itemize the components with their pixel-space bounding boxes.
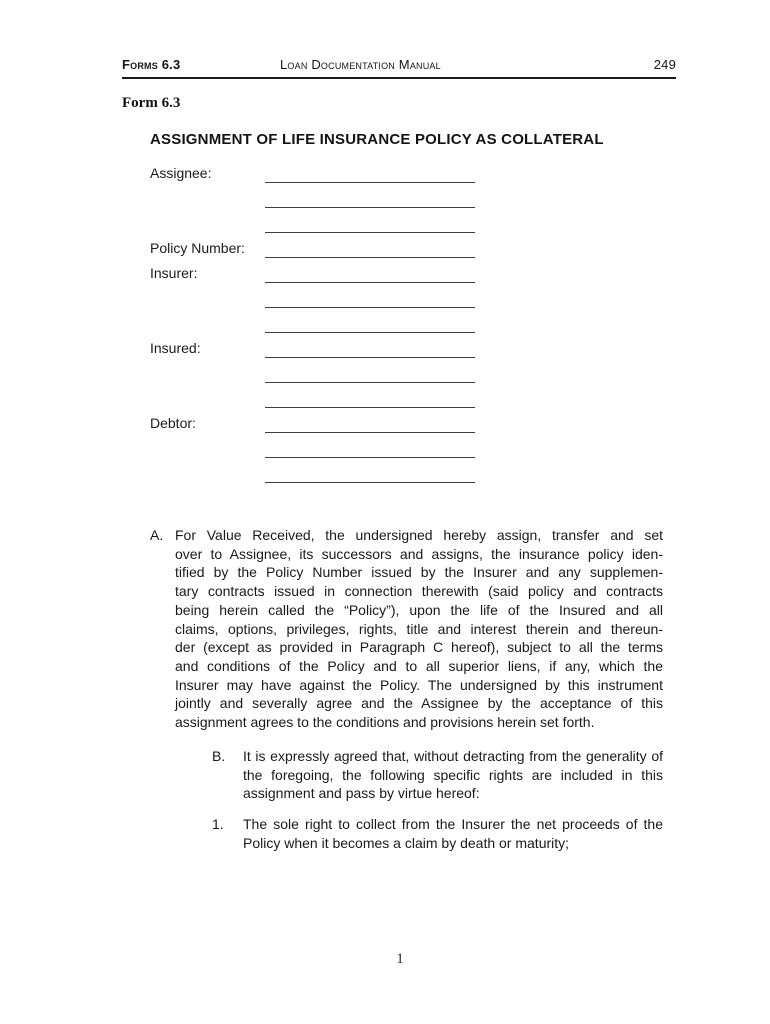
- header-page-number: 249: [653, 57, 676, 72]
- form-reference-heading: Form 6.3: [122, 95, 181, 111]
- field-row: [150, 333, 480, 358]
- field-row: [150, 208, 480, 233]
- fill-in-line: [265, 233, 475, 258]
- text-line: over to Assignee, its successors and assigns, the insurance policy iden-: [175, 545, 663, 562]
- text-line: claims, options, privileges, rights, title and interest therein and thereun-: [175, 620, 663, 637]
- fill-in-line: [265, 258, 475, 283]
- fill-in-line: [265, 158, 475, 183]
- form-fields-block: [150, 158, 480, 483]
- field-row: [150, 158, 480, 183]
- fill-in-line: [265, 208, 475, 233]
- text-line: It is expressly agreed that, without detracting from the generality of: [243, 748, 663, 764]
- field-label: Policy Number:: [150, 240, 245, 256]
- fill-in-line: [265, 408, 475, 433]
- text-line: Insurer may have against the Policy. The undersigned by this instrument: [175, 676, 663, 693]
- paragraph-marker: B.: [212, 748, 226, 764]
- paragraph-b: [212, 747, 663, 803]
- document-title: ASSIGNMENT OF LIFE INSURANCE POLICY AS COLLATERAL: [150, 131, 604, 148]
- text-line: tified by the Policy Number issued by the Insurer and any supplemen-: [175, 564, 663, 581]
- field-row: [150, 233, 480, 258]
- text-line: being herein called the “Policy”), upon the life of the Insured and all: [175, 601, 663, 618]
- fill-in-line: [265, 333, 475, 358]
- fill-in-line: [265, 283, 475, 308]
- field-row: [150, 283, 480, 308]
- field-label: Insured:: [150, 340, 201, 356]
- page-folio-number: 1: [396, 951, 404, 967]
- text-line: The sole right to collect from the Insurer the net proceeds of the: [243, 816, 663, 832]
- paragraph-a: [150, 526, 663, 732]
- field-row: [150, 408, 480, 433]
- fill-in-line: [265, 308, 475, 333]
- field-row: [150, 258, 480, 283]
- text-line: and conditions of the Policy and to all superior liens, if any, which the: [175, 657, 663, 674]
- paragraph-1: [212, 815, 663, 852]
- field-label: Assignee:: [150, 165, 212, 181]
- fill-in-line: [265, 458, 475, 483]
- header-forms-label: Forms 6.3: [122, 57, 181, 72]
- field-row: [150, 383, 480, 408]
- fill-in-line: [265, 183, 475, 208]
- paragraph-text: [243, 747, 663, 803]
- field-row: [150, 358, 480, 383]
- header-manual-title: Loan Documentation Manual: [280, 57, 441, 72]
- paragraph-text: [175, 526, 663, 732]
- paragraph-marker: A.: [150, 527, 164, 543]
- paragraph-text: [243, 815, 663, 852]
- field-row: [150, 458, 480, 483]
- running-header: [122, 55, 676, 79]
- text-line: tary contracts issued in connection therewith (said policy and contracts: [175, 583, 663, 600]
- paragraph-marker: 1.: [212, 816, 224, 832]
- field-row: [150, 183, 480, 208]
- text-line: For Value Received, the undersigned hereby assign, transfer and set: [175, 527, 663, 543]
- text-line: assignment agrees to the conditions and provisions herein set forth.: [175, 714, 595, 731]
- field-label: Debtor:: [150, 415, 196, 431]
- text-line: jointly and severally agree and the Assignee by the acceptance of this: [175, 695, 663, 712]
- field-row: [150, 433, 480, 458]
- fill-in-line: [265, 383, 475, 408]
- text-line: der (except as provided in Paragraph C hereof), subject to all the terms: [175, 639, 663, 656]
- fill-in-line: [265, 358, 475, 383]
- text-line: Policy when it becomes a claim by death or maturity;: [243, 834, 570, 851]
- text-line: the foregoing, the following specific rights are included in this: [243, 766, 663, 783]
- field-row: [150, 308, 480, 333]
- field-label: Insurer:: [150, 265, 198, 281]
- fill-in-line: [265, 433, 475, 458]
- text-line: assignment and pass by virtue hereof:: [243, 785, 480, 802]
